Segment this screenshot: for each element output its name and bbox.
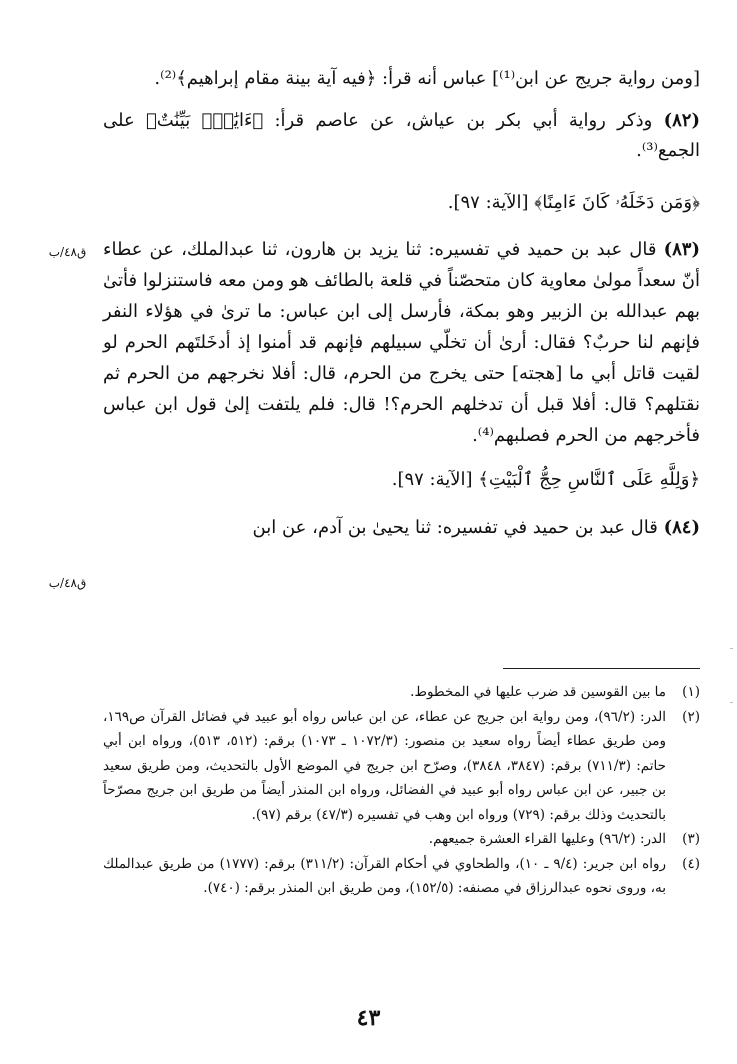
paragraph-text: وذكر رواية أبي بكر بن عياش، عن عاصم قرأ: ﴿ءَايَٰتُۢ بَيِّنَٰتٌ﴾ على الجمع⁽³⁾. [103, 110, 700, 161]
paragraph-text: قال عبد بن حميد في تفسيره: ثنا يحيىٰ بن آدم، عن ابن [252, 517, 658, 538]
paragraph-number: (٨٣) [663, 239, 700, 260]
footnote [103, 852, 700, 901]
paragraph-number: (٨٢) [663, 110, 700, 131]
verse-heading-2: ﴿وَلِلَّهِ عَلَى ٱلنَّاسِ حِجُّ ٱلْبَيْتِ﴾ [الآية: ٩٧]. [391, 469, 700, 490]
footnote-number: (٢) [682, 708, 700, 725]
paragraph-83 [103, 234, 700, 451]
paragraph-82 [103, 106, 700, 166]
paragraph-number: (٨٤) [663, 517, 700, 538]
manuscript-folio-note: ق٤٨/ب [48, 245, 87, 259]
footnote [103, 827, 700, 852]
footnote-number: (٤) [682, 855, 700, 872]
paragraph-84 [103, 513, 700, 543]
footnote-text: الدر: (٩٦/٢)، ومن رواية ابن جريج عن عطاء، عن ابن عباس رواه أبو عبيد في فضائل القرآن ص١٦٩، ومن طريق عطاء أيضاً رواه سعيد بن منصور: (١٠٧٢/٣ ـ ١٠٧٣) برقم: (٥١٢، ٥١٣)، ورواه ابن أبي حاتم: (٧١١/٣) برقم: (٣٨٤٧، ٣٨٤٨)، وصرّح ابن جريج في الموضع الأول بالتحديث، ومن طريق سعيد بن جبير، عن ابن عباس رواه أبو عبيد في الفضائل، ورواه ابن المنذر أيضاً من طريق ابن جريج مصرّحاً بالتحديث وذلك برقم: (٧٢٩) ورواه ابن وهب في تفسيره (٤٧/٣) برقم (٩٧). [103, 708, 667, 823]
scan-mark [730, 648, 733, 649]
verse-heading-1: ﴿وَمَن دَخَلَهُۥ كَانَ ءَامِنًا﴾ [الآية: ٩٧]. [447, 192, 700, 213]
manuscript-folio-note: ق٤٨/ب [48, 576, 87, 590]
footnote-text: ما بين القوسين قد ضرب عليها في المخطوط. [410, 684, 666, 700]
paragraph-text: قال عبد بن حميد في تفسيره: ثنا يزيد بن هارون، ثنا عبدالملك، عن عطاء أنّ سعداً مولىٰ معاوية كان متحصّناً في قلعة بالطائف هو ومن معه فاستنزلوا فأتىٰ بهم عبدالله بن الزبير وهو بمكة، فأرسل إلى ابن عباس: ما ترىٰ في هؤلاء النفر فإنهم لنا حربٌ؟ فقال: أرىٰ أن تخلّي سبيلهم فإنهم قد أمنوا إذ أدخَلتَهم الحرم لو لقيت قاتل أبي ما [هجته] حتى يخرج من الحرم، قال: أفلا نخرجهم من الحرم ثم نقتلهم؟ قال: أفلا قبل أن تدخلهم الحرم؟! قال: فلم يلتفت إلىٰ قول ابن عباس فأخرجهم من الحرم فصلبهم⁽⁴⁾. [103, 239, 700, 446]
main-text [103, 64, 700, 543]
paragraph-continuation: [ومن رواية جريج عن ابن⁽¹⁾] عباس أنه قرأ: ﴿فيه آية بينة مقام إبراهيم﴾⁽²⁾. [154, 68, 700, 89]
footnote-number: (٣) [682, 831, 700, 847]
footnote-text: رواه ابن جرير: (٩/٤ ـ ١٠)، والطحاوي في أحكام القرآن: (٣١١/٢) برقم: (١٧٧٧) من طريق عبدالملك به، وروى نحوه عبدالرزاق في مصنفه: (١٥٢/٥)، ومن طريق ابن المنذر برقم: (٧٤٠). [103, 855, 666, 896]
footnotes [103, 680, 700, 901]
footnote [103, 680, 700, 705]
footnote-number: (١) [682, 684, 700, 700]
scan-mark [730, 702, 733, 703]
footnote [103, 705, 700, 828]
footnote-text: الدر: (٩٦/٢) وعليها القراء العشرة جميعهم. [428, 831, 666, 847]
page-number: ٤٣ [356, 1005, 381, 1031]
footnote-separator [503, 668, 700, 669]
